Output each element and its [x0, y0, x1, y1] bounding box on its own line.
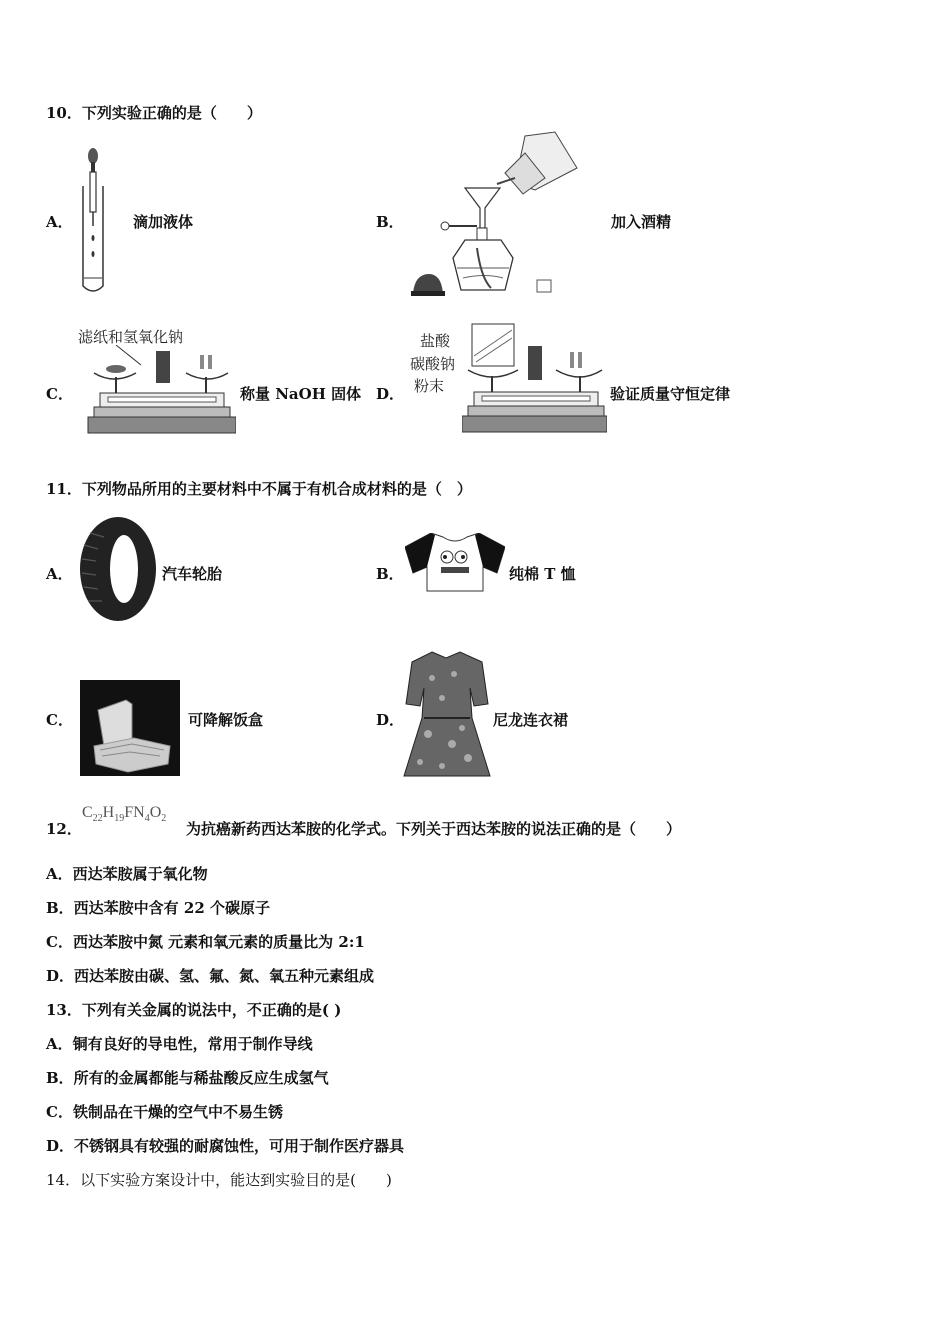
- q11-option-b-label: 纯棉 T 恤: [509, 565, 576, 583]
- lunchbox-image: [80, 680, 180, 776]
- q10-option-a-label: 滴加液体: [133, 213, 194, 231]
- q12-number: 12．: [46, 820, 82, 838]
- q13-option-d: D．不锈钢具有较强的耐腐蚀性，可用于制作医疗器具: [46, 1137, 405, 1155]
- q10-option-d-label: 验证质量守恒定律: [610, 385, 731, 403]
- q13-option-a: A．铜有良好的导电性，常用于制作导线: [46, 1035, 313, 1053]
- q13-option-b: B．所有的金属都能与稀盐酸反应生成氢气: [46, 1069, 329, 1087]
- q10-option-d-annotation-1: 盐酸: [420, 332, 451, 350]
- q10-option-a-letter: A．: [46, 213, 73, 231]
- q13-option-c: C．铁制品在干燥的空气中不易生锈: [46, 1103, 283, 1121]
- q10-option-d-annotation-3: 粉末: [414, 377, 445, 395]
- q10-option-b-letter: B．: [376, 213, 404, 231]
- q14-stem: 14．以下实验方案设计中，能达到实验目的是( ): [46, 1171, 392, 1189]
- q10-option-c-label: 称量 NaOH 固体: [240, 385, 362, 403]
- q10-option-d-letter: D．: [376, 385, 405, 403]
- q11-option-c-label: 可降解饭盒: [188, 711, 264, 729]
- tire-image: [78, 515, 160, 623]
- q11-option-b-letter: B．: [376, 565, 404, 583]
- q11-option-d-letter: D．: [376, 711, 405, 729]
- q11-option-c-letter: C．: [46, 711, 73, 729]
- q12-option-c: C．西达苯胺中氮 元素和氧元素的质量比为 2:1: [46, 933, 365, 951]
- q11-option-a-letter: A．: [46, 565, 73, 583]
- dress-image: [402, 648, 492, 780]
- q10-option-c-letter: C．: [46, 385, 73, 403]
- q12-option-a: A．西达苯胺属于氧化物: [46, 865, 208, 883]
- q11-option-d-label: 尼龙连衣裙: [493, 711, 569, 729]
- q11-stem: 11．下列物品所用的主要材料中不属于有机合成材料的是（ ）: [46, 480, 472, 498]
- q11-option-a-label: 汽车轮胎: [162, 565, 223, 583]
- tshirt-image: [405, 533, 505, 593]
- q10-option-c-annotation: 滤纸和氢氧化钠: [78, 328, 184, 346]
- balance-figure-c: [86, 345, 236, 440]
- q12-option-d: D．西达苯胺由碳、氢、氟、氮、氧五种元素组成: [46, 967, 375, 985]
- q13-stem: 13．下列有关金属的说法中，不正确的是( ): [46, 1001, 342, 1019]
- alcohol-lamp-figure: [405, 128, 585, 300]
- q12-chemical-formula: $C_{22}H_{19}FN_4O_2$: [82, 804, 167, 825]
- dropper-test-tube-figure: [78, 146, 108, 296]
- q10-option-b-label: 加入酒精: [611, 213, 672, 231]
- q10-option-d-annotation-2: 碳酸钠: [410, 355, 456, 373]
- q12-stem: 为抗癌新药西达苯胺的化学式。下列关于西达苯胺的说法正确的是（ ）: [186, 820, 682, 838]
- q12-option-b: B．西达苯胺中含有 22 个碳原子: [46, 899, 270, 917]
- q10-stem: 10．下列实验正确的是（ ）: [46, 104, 262, 122]
- balance-figure-d: [462, 318, 607, 438]
